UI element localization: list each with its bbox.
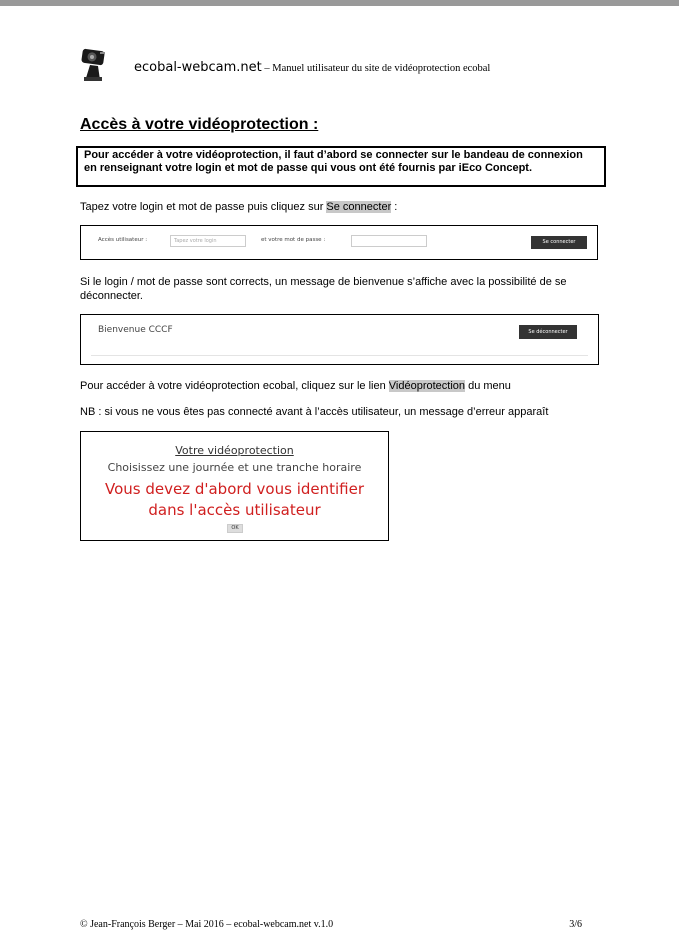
error-line-2: dans l'accès utilisateur [148,501,321,519]
document-header [80,45,600,85]
divider [91,355,588,356]
site-name: ecobal-webcam.net [134,60,262,75]
header-title [134,59,490,75]
error-panel-screenshot [80,431,389,541]
top-border [0,0,679,6]
user-label: Accès utilisateur : [98,237,148,243]
welcome-message: Bienvenue CCCF [98,325,173,335]
header-subtitle: – Manuel utilisateur du site de vidéoprotection ecobal [261,63,491,74]
page-footer [80,919,582,930]
section-title: Accès à votre vidéoprotection : [80,116,319,133]
paragraph-welcome-info: Si le login / mot de passe sont corrects, un message de bienvenue s’affiche avec la possibilité de se déconnecter. [80,276,567,302]
password-label: et votre mot de passe : [261,237,326,243]
login-input[interactable]: Tapez votre login [170,235,246,247]
para3-end: du menu [465,380,511,392]
paragraph-menu-link [80,379,600,393]
error-message [81,479,388,521]
error-panel-subtitle: Choisissez une journée et une tranche horaire [107,461,362,474]
welcome-bar-screenshot [80,314,599,365]
paragraph-login-instructions [80,200,600,214]
se-connecter-highlight: Se connecter [326,201,392,213]
footer-copyright: © Jean-François Berger – Mai 2016 – ecobal-webcam.net v.1.0 [80,919,334,930]
login-bar-screenshot [80,225,598,260]
para3-text: Pour accéder à votre vidéoprotection ecobal, cliquez sur le lien [80,380,389,392]
error-line-1: Vous devez d'abord vous identifier [104,480,365,498]
error-panel-title: Votre vidéoprotection [175,444,294,457]
ok-button[interactable]: OK [227,524,243,533]
page-number: 3/6 [569,919,582,930]
webcam-icon [80,45,116,83]
login-button[interactable]: Se connecter [531,236,587,249]
para1-text: Tapez votre login et mot de passe puis cliquez sur [80,201,327,213]
password-input[interactable] [351,235,427,247]
logout-button[interactable]: Se déconnecter [519,325,577,339]
paragraph-nb: NB : si vous ne vous êtes pas connecté avant à l’accès utilisateur, un message d’erreur apparaît [80,406,549,418]
notice-box: Pour accéder à votre vidéoprotection, il faut d’abord se connecter sur le bandeau de connexion en renseignant votre login et mot de passe qui vous ont été fournis par iEco Concept. [76,146,606,187]
videoprotection-link-highlight: Vidéoprotection [388,380,466,392]
para1-end: : [391,201,398,213]
